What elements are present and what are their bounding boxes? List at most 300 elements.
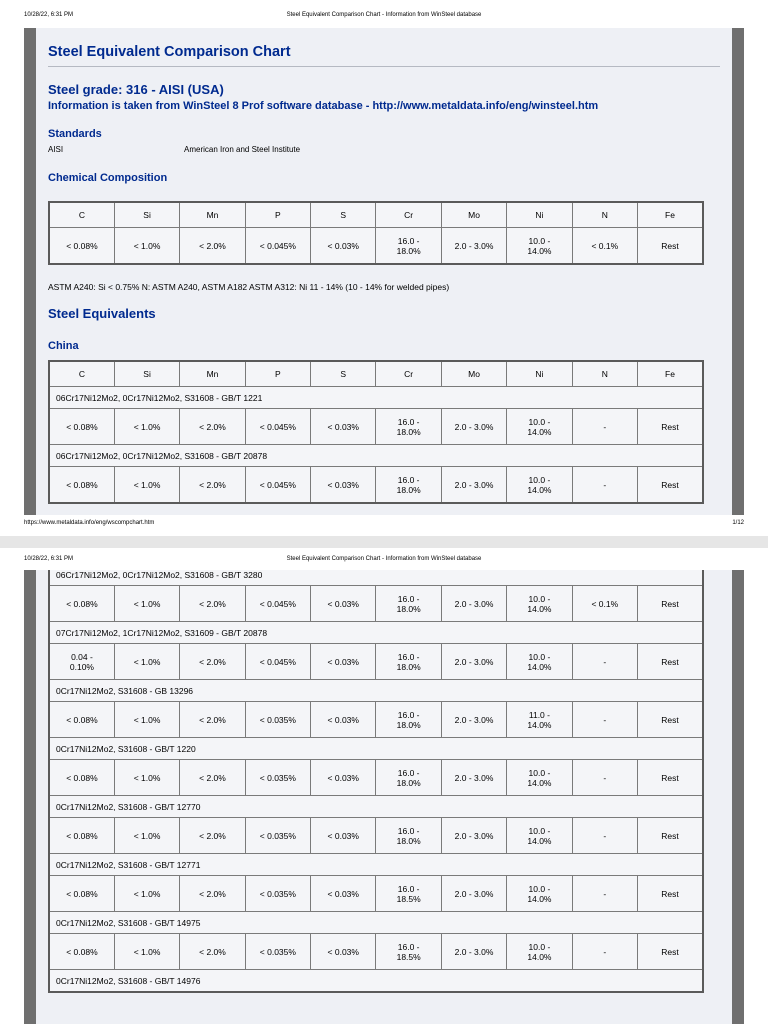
value-cell (245, 760, 310, 796)
value-cell (180, 876, 245, 912)
value-line: Rest (661, 240, 679, 251)
value-line: < 0.03% (327, 656, 359, 667)
print-doc-title: Steel Equivalent Comparison Chart - Information from WinSteel database (286, 12, 482, 18)
value-line: Rest (661, 421, 679, 432)
standard-abbr: AISI (48, 145, 64, 154)
value-cell (376, 702, 441, 738)
grade-designation: 0Cr17Ni12Mo2, S31608 - GB/T 14976 (49, 970, 703, 993)
value-line: 16.0 - (397, 235, 420, 246)
composition-values-row (49, 876, 703, 912)
value-cell (245, 702, 310, 738)
value-cell (245, 876, 310, 912)
value-line: 2.0 - 3.0% (454, 946, 494, 957)
value-cell (507, 409, 572, 445)
grade-designation: 07Cr17Ni12Mo2, 1Cr17Ni12Mo2, S31609 - GB/T 20878 (49, 622, 703, 644)
source-info-line[interactable]: Information is taken from WinSteel 8 Prof software database - http://www.metaldata.info/eng/winsteel.htm (48, 100, 599, 112)
value-cell (49, 228, 114, 265)
value-cell (114, 818, 179, 854)
value-line: 14.0% (527, 951, 552, 962)
value-line: 16.0 - (397, 767, 420, 778)
value-line: < 2.0% (199, 479, 226, 490)
value-cell (311, 934, 376, 970)
value-line: 14.0% (527, 835, 552, 846)
value-line: 11.0 - (528, 709, 550, 720)
value-line: 14.0% (527, 426, 552, 437)
value-cell (441, 467, 506, 504)
value-line: 16.0 - (397, 651, 420, 662)
value-line: - (603, 888, 607, 899)
value-line: < 1.0% (133, 656, 161, 667)
pdf-page-2 (0, 548, 768, 1024)
value-cell (441, 818, 506, 854)
value-line: 18.0% (396, 484, 421, 495)
value-line: Rest (661, 888, 679, 899)
value-line: 10.0 - (528, 474, 551, 485)
value-line: 10.0 - (528, 416, 551, 427)
value-line: 16.0 - (397, 593, 420, 604)
value-cell (114, 409, 179, 445)
value-line: < 0.03% (327, 421, 359, 432)
value-line: 14.0% (527, 719, 552, 730)
value-cell (638, 467, 703, 504)
value-line: < 0.03% (327, 772, 359, 783)
grade-designation: 0Cr17Ni12Mo2, S31608 - GB/T 12771 (49, 854, 703, 876)
print-doc-title: Steel Equivalent Comparison Chart - Information from WinSteel database (286, 556, 482, 562)
value-line: 18.0% (396, 719, 421, 730)
column-header: Ni (507, 202, 572, 228)
value-line: 16.0 - (397, 825, 420, 836)
value-line: - (603, 656, 607, 667)
column-header: Cr (376, 361, 441, 387)
value-cell (180, 644, 245, 680)
value-cell (311, 586, 376, 622)
value-line: 10.0 - (528, 593, 551, 604)
value-line: Rest (661, 598, 679, 609)
value-cell (441, 760, 506, 796)
value-line: 16.0 - (397, 709, 420, 720)
value-line: < 1.0% (133, 598, 161, 609)
value-cell (441, 586, 506, 622)
value-line: < 0.03% (327, 714, 359, 725)
value-cell (245, 818, 310, 854)
value-line: 18.0% (396, 426, 421, 437)
value-line: - (603, 946, 607, 957)
value-line: < 0.03% (327, 946, 359, 957)
content-panel (36, 28, 732, 515)
value-line: < 0.08% (66, 598, 98, 609)
grade-designation: 06Cr17Ni12Mo2, 0Cr17Ni12Mo2, S31608 - GB/T 1221 (49, 387, 703, 409)
composition-values-row (49, 702, 703, 738)
value-cell (572, 702, 637, 738)
page-title: Steel Equivalent Comparison Chart (48, 44, 291, 60)
value-cell (49, 818, 114, 854)
value-line: < 0.045% (259, 240, 296, 251)
value-line: < 0.03% (327, 479, 359, 490)
china-equivalents-table (48, 360, 704, 504)
steel-equivalents-heading: Steel Equivalents (48, 306, 156, 321)
value-line: 18.5% (396, 893, 421, 904)
value-cell (311, 228, 376, 265)
value-line: < 0.045% (259, 598, 296, 609)
value-cell (114, 586, 179, 622)
value-cell (245, 409, 310, 445)
grade-designation-row (49, 738, 703, 760)
value-cell (245, 467, 310, 504)
grade-designation-row (49, 912, 703, 934)
print-page-number: 1/12 (732, 520, 744, 526)
value-cell (638, 818, 703, 854)
value-line: < 2.0% (199, 240, 226, 251)
value-cell (572, 467, 637, 504)
value-line: 10.0 - (528, 941, 551, 952)
value-cell (311, 876, 376, 912)
composition-heading: Chemical Composition (48, 172, 168, 184)
value-cell (49, 586, 114, 622)
value-line: 10.0 - (528, 235, 551, 246)
value-cell (441, 702, 506, 738)
column-header: Si (114, 202, 179, 228)
value-cell (311, 702, 376, 738)
value-cell (507, 467, 572, 504)
value-cell (49, 934, 114, 970)
value-line: - (603, 479, 607, 490)
value-line: 2.0 - 3.0% (454, 888, 494, 899)
value-line: 16.0 - (397, 416, 420, 427)
value-cell (180, 702, 245, 738)
value-line: < 2.0% (199, 772, 226, 783)
value-line: < 1.0% (133, 946, 161, 957)
value-line: 2.0 - 3.0% (454, 479, 494, 490)
print-datetime: 10/28/22, 6:31 PM (24, 12, 74, 18)
table-header-row (49, 361, 703, 387)
value-cell (311, 818, 376, 854)
value-line: < 0.08% (66, 240, 98, 251)
value-line: < 1.0% (133, 772, 161, 783)
print-footer (24, 520, 744, 530)
value-line: 10.0 - (528, 883, 551, 894)
column-header: P (245, 361, 310, 387)
value-cell (638, 228, 703, 265)
grade-designation: 06Cr17Ni12Mo2, 0Cr17Ni12Mo2, S31608 - GB/T 3280 (49, 570, 703, 586)
value-cell (245, 644, 310, 680)
value-line: 10.0 - (528, 767, 551, 778)
value-cell (638, 586, 703, 622)
value-cell (376, 586, 441, 622)
value-cell (572, 876, 637, 912)
value-line: 18.0% (396, 777, 421, 788)
value-cell (114, 760, 179, 796)
value-line: 10.0 - (528, 651, 551, 662)
value-cell (376, 467, 441, 504)
value-cell (507, 876, 572, 912)
value-cell (245, 586, 310, 622)
value-cell (376, 934, 441, 970)
value-cell (441, 876, 506, 912)
composition-values-row (49, 586, 703, 622)
value-cell (114, 644, 179, 680)
value-line: < 2.0% (199, 656, 226, 667)
value-cell (49, 760, 114, 796)
value-cell (49, 409, 114, 445)
column-header: C (49, 361, 114, 387)
value-cell (376, 409, 441, 445)
grade-designation: 0Cr17Ni12Mo2, S31608 - GB 13296 (49, 680, 703, 702)
column-header: Cr (376, 202, 441, 228)
value-line: 2.0 - 3.0% (454, 830, 494, 841)
value-line: < 1.0% (133, 421, 161, 432)
value-line: < 1.0% (133, 714, 161, 725)
value-cell (572, 760, 637, 796)
china-heading: China (48, 340, 79, 352)
value-line: < 0.1% (591, 240, 619, 251)
value-cell (638, 876, 703, 912)
value-line: < 0.045% (259, 656, 296, 667)
value-cell (311, 409, 376, 445)
value-line: < 2.0% (199, 421, 226, 432)
print-header (24, 556, 744, 566)
value-line: < 0.1% (591, 598, 619, 609)
value-line: Rest (661, 946, 679, 957)
value-line: < 0.03% (327, 598, 359, 609)
value-line: 2.0 - 3.0% (454, 772, 494, 783)
value-line: < 1.0% (133, 830, 161, 841)
composition-values-row (49, 409, 703, 445)
value-line: < 1.0% (133, 240, 161, 251)
value-line: 2.0 - 3.0% (454, 714, 494, 725)
china-equivalents-table-continued (48, 570, 704, 993)
value-cell (572, 228, 637, 265)
value-line: < 0.035% (259, 888, 296, 899)
value-cell (376, 760, 441, 796)
value-line: < 1.0% (133, 479, 161, 490)
value-line: < 0.08% (66, 830, 98, 841)
print-datetime: 10/28/22, 6:31 PM (24, 556, 74, 562)
value-cell (376, 228, 441, 265)
value-cell (49, 702, 114, 738)
value-line: < 0.08% (66, 946, 98, 957)
value-cell (180, 586, 245, 622)
grade-designation: 0Cr17Ni12Mo2, S31608 - GB/T 1220 (49, 738, 703, 760)
value-line: 2.0 - 3.0% (454, 598, 494, 609)
value-cell (180, 409, 245, 445)
column-header: S (311, 361, 376, 387)
composition-values-row (49, 818, 703, 854)
value-line: 18.0% (396, 603, 421, 614)
value-cell (311, 467, 376, 504)
value-line: < 0.045% (259, 421, 296, 432)
value-line: - (603, 830, 607, 841)
grade-designation: 06Cr17Ni12Mo2, 0Cr17Ni12Mo2, S31608 - GB/T 20878 (49, 445, 703, 467)
value-cell (180, 228, 245, 265)
value-line: < 0.08% (66, 888, 98, 899)
value-line: < 0.045% (259, 479, 296, 490)
value-line: 2.0 - 3.0% (454, 656, 494, 667)
column-header: Mo (441, 202, 506, 228)
value-line: 0.04 - (71, 651, 93, 662)
value-line: < 0.08% (66, 421, 98, 432)
value-cell (638, 760, 703, 796)
grade-designation: 0Cr17Ni12Mo2, S31608 - GB/T 12770 (49, 796, 703, 818)
value-line: 14.0% (527, 484, 552, 495)
value-cell (441, 644, 506, 680)
value-line: < 2.0% (199, 888, 226, 899)
value-line: < 0.08% (66, 772, 98, 783)
value-cell (245, 228, 310, 265)
grade-designation: 0Cr17Ni12Mo2, S31608 - GB/T 14975 (49, 912, 703, 934)
value-cell (507, 586, 572, 622)
grade-designation-row (49, 570, 703, 586)
value-cell (441, 934, 506, 970)
value-cell (180, 760, 245, 796)
composition-note: ASTM A240: Si < 0.75% N: ASTM A240, ASTM A182 ASTM A312: Ni 11 - 14% (10 - 14% for welded pipes) (48, 282, 450, 292)
value-line: - (603, 714, 607, 725)
column-header: Mo (441, 361, 506, 387)
value-line: 14.0% (527, 893, 552, 904)
column-header: C (49, 202, 114, 228)
value-cell (507, 934, 572, 970)
value-line: 18.5% (396, 951, 421, 962)
column-header: Si (114, 361, 179, 387)
value-line: 10.0 - (528, 825, 551, 836)
grade-designation-row (49, 445, 703, 467)
composition-values-row (49, 644, 703, 680)
value-cell (507, 228, 572, 265)
grade-designation-row (49, 854, 703, 876)
value-cell (507, 760, 572, 796)
value-line: 18.0% (396, 835, 421, 846)
value-cell (507, 818, 572, 854)
value-cell (311, 760, 376, 796)
value-line: < 0.08% (66, 479, 98, 490)
print-header (24, 12, 744, 22)
value-line: 2.0 - 3.0% (454, 421, 494, 432)
column-header: S (311, 202, 376, 228)
value-line: Rest (661, 714, 679, 725)
page-gap (0, 536, 768, 548)
value-line: Rest (661, 656, 679, 667)
value-cell (572, 644, 637, 680)
column-header: N (572, 202, 637, 228)
value-cell (572, 818, 637, 854)
value-line: 0.10% (69, 661, 94, 672)
value-line: < 2.0% (199, 714, 226, 725)
value-cell (180, 934, 245, 970)
value-line: - (603, 421, 607, 432)
composition-values-row (49, 934, 703, 970)
value-cell (180, 467, 245, 504)
value-line: < 0.03% (327, 830, 359, 841)
value-cell (441, 409, 506, 445)
composition-values-row (49, 467, 703, 504)
value-cell (507, 644, 572, 680)
value-line: 2.0 - 3.0% (454, 240, 494, 251)
column-header: Mn (180, 361, 245, 387)
value-cell (180, 818, 245, 854)
value-cell (376, 644, 441, 680)
grade-designation-row (49, 680, 703, 702)
steel-grade-heading: Steel grade: 316 - AISI (USA) (48, 82, 224, 97)
value-line: < 0.03% (327, 240, 359, 251)
value-cell (114, 876, 179, 912)
value-line: 16.0 - (397, 474, 420, 485)
value-line: < 0.035% (259, 830, 296, 841)
grade-designation-row (49, 970, 703, 993)
value-cell (49, 467, 114, 504)
column-header: Ni (507, 361, 572, 387)
value-line: 18.0% (396, 245, 421, 256)
column-header: N (572, 361, 637, 387)
value-line: < 2.0% (199, 946, 226, 957)
value-line: 14.0% (527, 777, 552, 788)
content-panel (36, 570, 732, 1024)
value-cell (441, 228, 506, 265)
composition-values-row (49, 228, 703, 265)
value-line: < 2.0% (199, 598, 226, 609)
value-cell (376, 818, 441, 854)
grade-designation-row (49, 796, 703, 818)
value-line: 18.0% (396, 661, 421, 672)
value-line: < 0.03% (327, 888, 359, 899)
print-url[interactable]: https://www.metaldata.info/eng/wscompchart.htm (24, 520, 155, 526)
grade-designation-row (49, 622, 703, 644)
value-line: < 0.035% (259, 946, 296, 957)
value-line: < 0.08% (66, 714, 98, 725)
column-header: Fe (638, 361, 703, 387)
value-line: - (603, 772, 607, 783)
value-cell (376, 876, 441, 912)
value-cell (572, 586, 637, 622)
value-cell (114, 467, 179, 504)
value-line: 14.0% (527, 603, 552, 614)
composition-values-row (49, 760, 703, 796)
value-line: Rest (661, 772, 679, 783)
value-line: < 1.0% (133, 888, 161, 899)
grade-designation-row (49, 387, 703, 409)
value-cell (114, 934, 179, 970)
value-cell (638, 644, 703, 680)
value-line: Rest (661, 830, 679, 841)
value-cell (311, 644, 376, 680)
value-cell (638, 409, 703, 445)
value-line: Rest (661, 479, 679, 490)
content-frame (24, 28, 744, 515)
value-cell (572, 409, 637, 445)
table-header-row (49, 202, 703, 228)
value-cell (507, 702, 572, 738)
value-line: < 0.035% (259, 772, 296, 783)
value-cell (114, 702, 179, 738)
value-cell (572, 934, 637, 970)
composition-table (48, 201, 704, 265)
value-line: 16.0 - (397, 941, 420, 952)
value-cell (638, 934, 703, 970)
value-line: 16.0 - (397, 883, 420, 894)
value-cell (245, 934, 310, 970)
content-frame (24, 570, 744, 1024)
column-header: Mn (180, 202, 245, 228)
value-line: 14.0% (527, 245, 552, 256)
value-cell (638, 702, 703, 738)
value-line: 14.0% (527, 661, 552, 672)
column-header: P (245, 202, 310, 228)
value-line: < 2.0% (199, 830, 226, 841)
standard-full-name: American Iron and Steel Institute (184, 145, 301, 154)
column-header: Fe (638, 202, 703, 228)
value-line: < 0.035% (259, 714, 296, 725)
title-divider (48, 66, 720, 67)
value-cell (114, 228, 179, 265)
standards-heading: Standards (48, 128, 102, 140)
